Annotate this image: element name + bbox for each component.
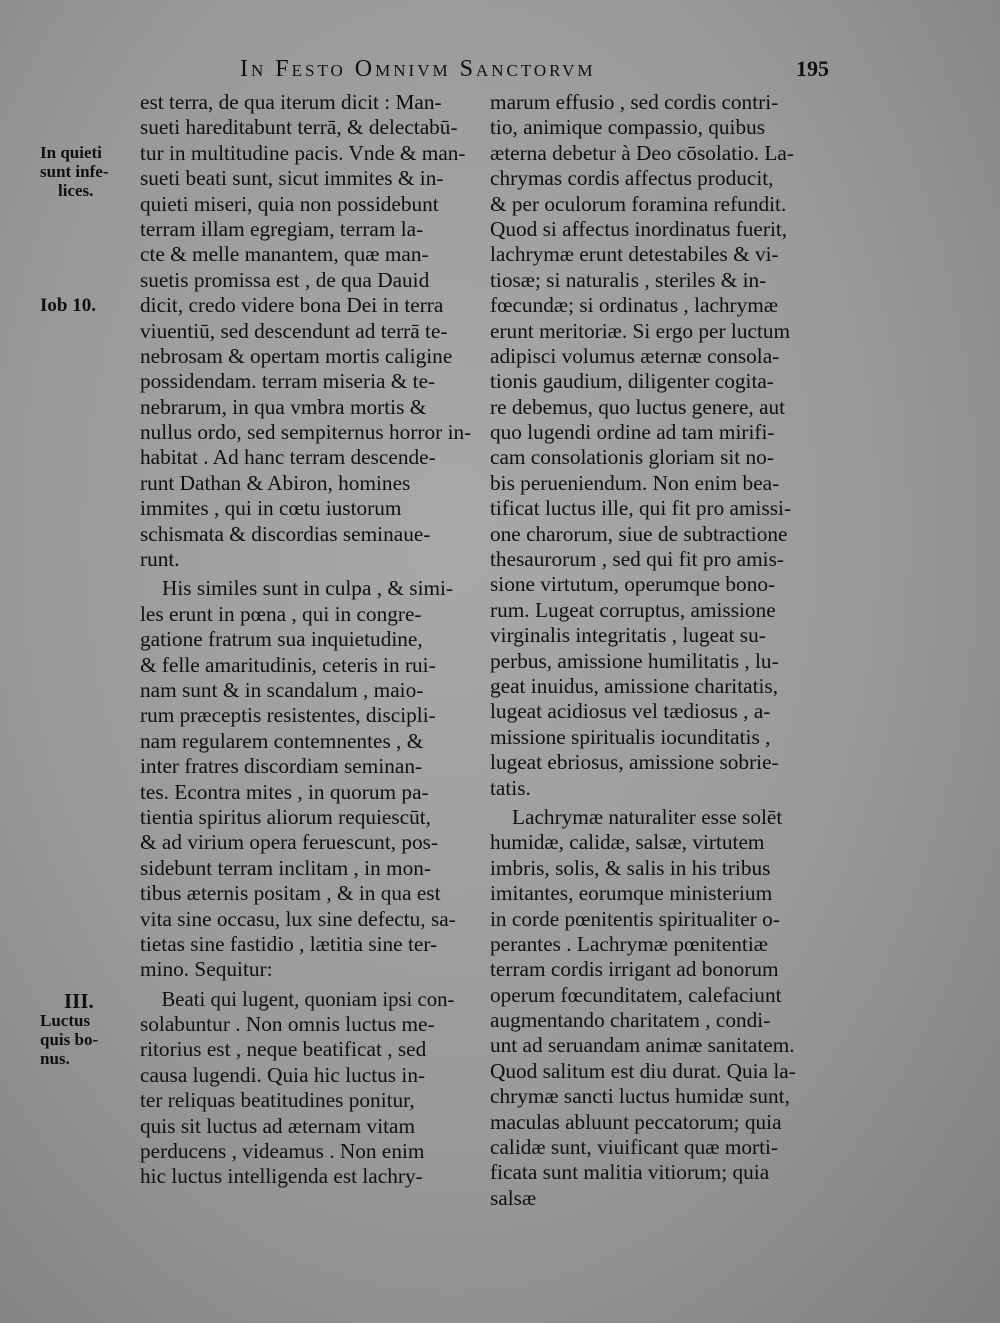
text-line: tionis gaudium, diligenter cogita- xyxy=(490,369,774,394)
text-line: perantes . Lachrymæ pœnitentiæ xyxy=(490,931,768,956)
text-line: sione virtutum, operumque bono- xyxy=(490,572,776,597)
text-line: cte & melle manantem, quæ man- xyxy=(140,242,429,267)
text-line: dicit, credo videre bona Dei in terra xyxy=(140,293,444,318)
text-line: bis perueniendum. Non enim bea- xyxy=(490,470,780,495)
text-line: æterna debetur à Deo cōsolatio. La- xyxy=(490,140,794,165)
margin-note-line: Iob 10. xyxy=(40,295,96,316)
text-line: in corde pœnitentis spiritualiter o- xyxy=(490,906,780,931)
margin-note-line: lices. xyxy=(58,181,94,200)
text-line: virginalis integritatis , lugeat su- xyxy=(490,623,766,648)
text-line: salsæ xyxy=(490,1185,537,1210)
text-line: suetis promissa est , de qua Dauid xyxy=(140,267,430,292)
text-line: tur in multitudine pacis. Vnde & man- xyxy=(140,140,466,165)
text-line: marum effusio , sed cordis contri- xyxy=(490,90,779,114)
text-line: tientia spiritus aliorum requiescūt, xyxy=(140,804,431,829)
text-line: nebrosam & opertam mortis caligine xyxy=(140,343,453,368)
text-line: sueti beati sunt, sicut immites & in- xyxy=(140,166,444,191)
text-line: sidebunt terram inclitam , in mon- xyxy=(140,855,431,880)
text-line: ritorius est , neque beatificat , sed xyxy=(140,1037,427,1062)
page-header xyxy=(0,56,1000,90)
text-line: adipisci volumus æternæ consola- xyxy=(490,343,780,368)
text-line: habitat . Ad hanc terram descende- xyxy=(140,445,436,470)
text-line: nam regularem contemnentes , & xyxy=(140,728,424,753)
text-line: possidendam. terram miseria & te- xyxy=(140,369,436,394)
text-line: est terra, de qua iterum dicit : Man- xyxy=(140,90,442,114)
text-line: erunt meritoriæ. Si ergo per luctum xyxy=(490,318,791,343)
text-line: His similes sunt in culpa , & simi- xyxy=(162,576,454,601)
text-line: thesaurorum , sed qui fit pro amis- xyxy=(490,547,784,572)
text-line: perducens , videamus . Non enim xyxy=(140,1139,425,1164)
text-line: gatione fratrum sua inquietudine, xyxy=(140,627,423,652)
margin-note-line: quis bo- xyxy=(40,1030,99,1049)
text-line: one charorum, siue de subtractione xyxy=(490,521,788,546)
text-line: lugeat ebriosus, amissione sobrie- xyxy=(490,750,779,775)
text-line: terram illam egregiam, terram la- xyxy=(140,216,424,241)
text-line: les erunt in pœna , qui in congre- xyxy=(140,601,422,626)
text-line: vita sine occasu, lux sine defectu, sa- xyxy=(140,906,456,931)
left-text-column xyxy=(140,90,476,1190)
text-line: & felle amaritudinis, ceteris in rui- xyxy=(140,652,436,677)
text-line: ficata sunt malitia vitiorum; quia xyxy=(490,1160,770,1185)
text-line: solabuntur . Non omnis luctus me- xyxy=(140,1012,435,1037)
text-line: terram cordis irrigant ad bonorum xyxy=(490,957,779,982)
text-line: ter reliquas beatitudines ponitur, xyxy=(140,1088,415,1113)
text-line: hic luctus intelligenda est lachry- xyxy=(140,1164,423,1189)
margin-note-line: Luctus xyxy=(40,1011,91,1030)
text-line: imitantes, eorumque ministerium xyxy=(490,881,773,906)
text-line: maculas abluunt peccatorum; quia xyxy=(490,1109,782,1134)
text-line: quo lugendi ordine ad tam mirifi- xyxy=(490,420,775,445)
text-line: & per oculorum foramina refundit. xyxy=(490,191,787,216)
running-title: In Festo Omnivm Sanctorvm xyxy=(240,56,596,82)
right-text-column xyxy=(490,90,830,1211)
text-line: viuentiū, sed descendunt ad terrā te- xyxy=(140,318,448,343)
text-line: chrymæ sancti luctus humidæ sunt, xyxy=(490,1084,790,1109)
text-line: tibus æternis positam , & in qua est xyxy=(140,881,441,906)
margin-note-line: In quieti xyxy=(40,143,102,162)
text-line: Quod salitum est diu durat. Quia la- xyxy=(490,1058,796,1083)
text-line: calidæ sunt, viuificant quæ morti- xyxy=(490,1135,779,1160)
text-line: geat inuidus, amissione charitatis, xyxy=(490,673,779,698)
text-line: perbus, amissione humilitatis , lu- xyxy=(490,648,779,673)
text-line: inter fratres discordiam seminan- xyxy=(140,754,423,779)
text-line: chrymas cordis affectus producit, xyxy=(490,166,774,191)
text-line: imbris, solis, & salis in his tribus xyxy=(490,855,771,880)
text-line: sueti hareditabunt terrā, & delectabū- xyxy=(140,115,458,140)
text-line: operum fœcunditatem, calefaciunt xyxy=(490,982,782,1007)
text-line: quieti miseri, quia non possidebunt xyxy=(140,191,439,216)
text-line: rum præceptis resistentes, discipli- xyxy=(140,703,436,728)
text-line: tes. Econtra mites , in quorum pa- xyxy=(140,779,429,804)
text-line: & ad virium opera feruescunt, pos- xyxy=(140,830,439,855)
margin-note-luctus xyxy=(40,989,130,1068)
text-line: humidæ, calidæ, salsæ, virtutem xyxy=(490,830,765,855)
text-line: augmentando charitatem , condi- xyxy=(490,1008,771,1033)
text-line: runt Dathan & Abiron, homines xyxy=(140,470,411,495)
text-line: tietas sine fastidio , lætitia sine ter- xyxy=(140,931,438,956)
margin-note-line: sunt infe- xyxy=(40,162,109,181)
margin-note-line: nus. xyxy=(40,1049,70,1068)
text-line: cam consolationis gloriam sit no- xyxy=(490,445,774,470)
text-line: Quod si affectus inordinatus fuerit, xyxy=(490,216,788,241)
text-line: Beati qui lugent, quoniam ipsi con- xyxy=(161,986,455,1011)
text-line: tio, animique compassio, quibus xyxy=(490,115,766,140)
margin-note-in-quieti xyxy=(40,143,130,200)
text-line: quis sit luctus ad æternam vitam xyxy=(140,1113,416,1138)
margin-note-line: III. xyxy=(64,989,94,1013)
text-line: runt. xyxy=(140,547,180,572)
margin-note-iob xyxy=(40,296,130,315)
text-line: fœcundæ; si ordinatus , lachrymæ xyxy=(490,293,779,318)
text-line: tatis. xyxy=(490,775,531,800)
text-line: Lachrymæ naturaliter esse solēt xyxy=(512,804,783,829)
text-line: nam sunt & in scandalum , maio- xyxy=(140,677,424,702)
text-line: lugeat acidiosus vel tædiosus , a- xyxy=(490,699,771,724)
text-line: unt ad seruandam animæ sanitatem. xyxy=(490,1033,795,1058)
text-line: tiosæ; si naturalis , steriles & in- xyxy=(490,267,767,292)
text-line: missione spiritualis iocunditatis , xyxy=(490,724,771,749)
text-line: nullus ordo, sed sempiternus horror in- xyxy=(140,420,472,445)
text-line: tificat luctus ille, qui fit pro amissi- xyxy=(490,496,792,521)
text-line: nebrarum, in qua vmbra mortis & xyxy=(140,394,427,419)
text-line: mino. Sequitur: xyxy=(140,957,273,982)
text-line: immites , qui in cœtu iustorum xyxy=(140,496,402,521)
page-number: 195 xyxy=(796,56,829,81)
text-line: re debemus, quo luctus genere, aut xyxy=(490,394,786,419)
text-line: rum. Lugeat corruptus, amissione xyxy=(490,597,776,622)
text-line: causa lugendi. Quia hic luctus in- xyxy=(140,1062,426,1087)
text-line: lachrymæ erunt detestabiles & vi- xyxy=(490,242,779,267)
text-line: schismata & discordias seminaue- xyxy=(140,521,431,546)
